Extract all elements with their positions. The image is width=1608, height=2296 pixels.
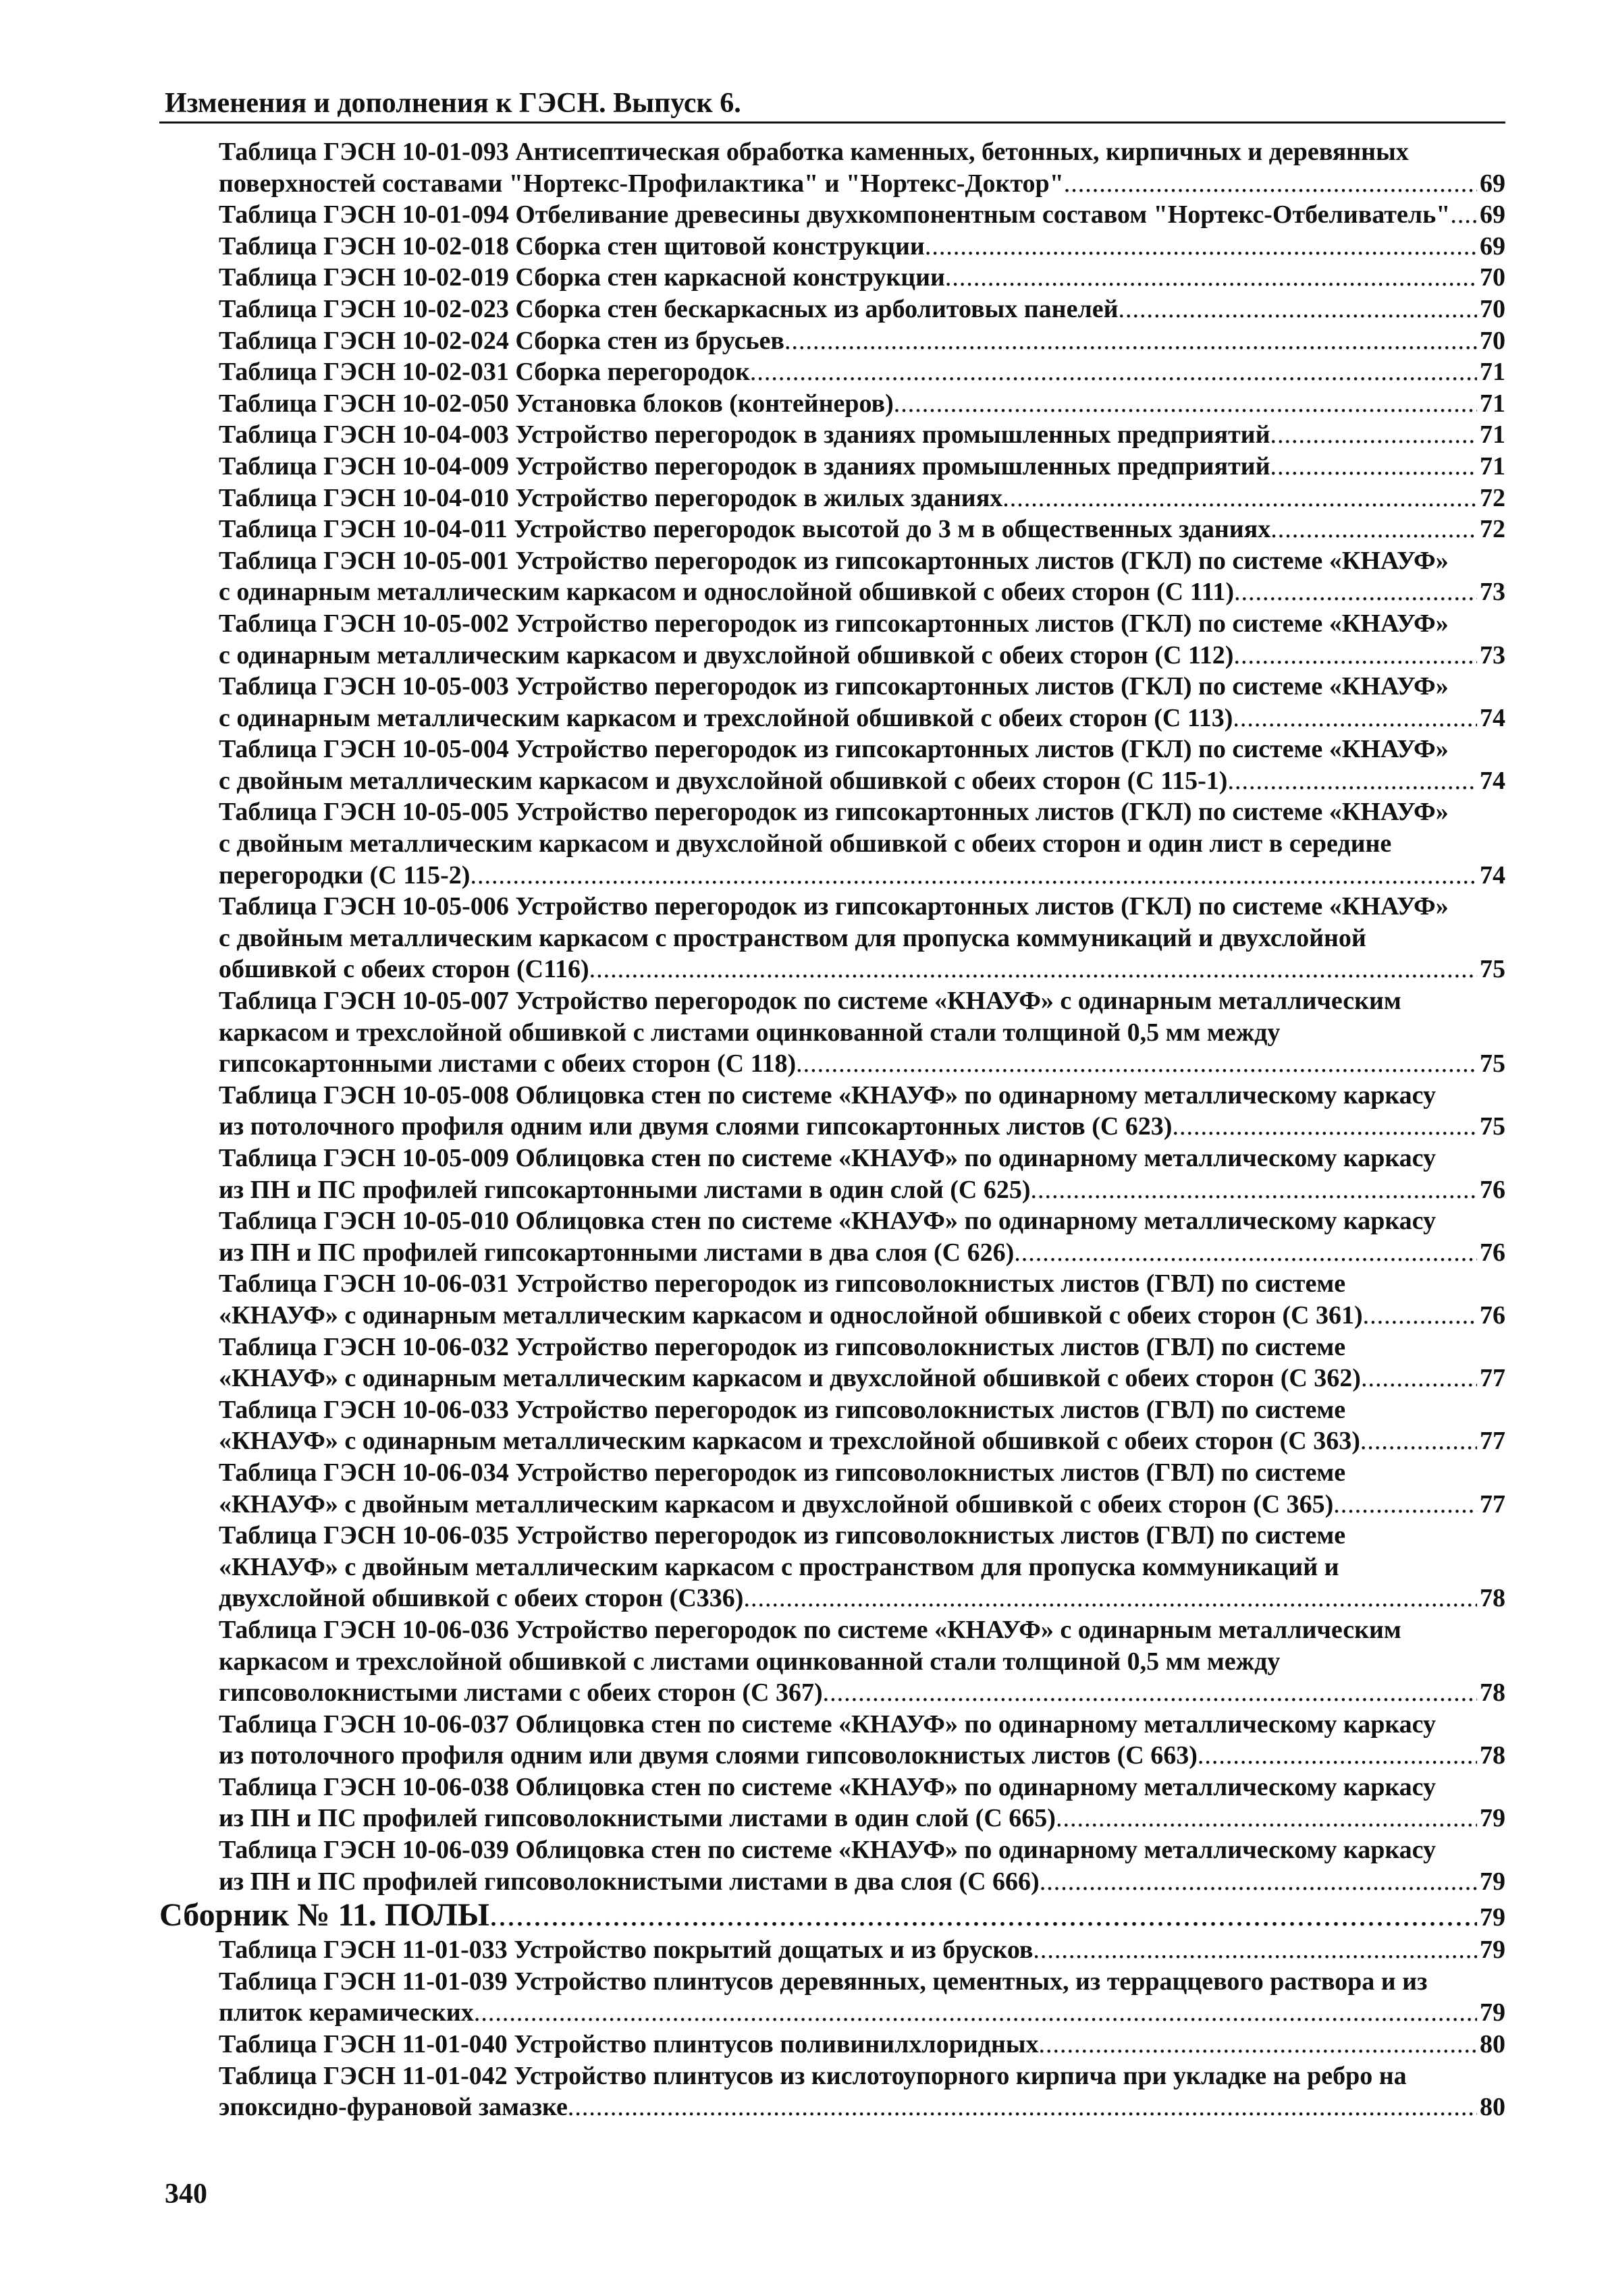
toc-entry-text-line: Таблица ГЭСН 10-04-003 Устройство перегородок в зданиях промышленных предприятий (219, 420, 1270, 449)
toc-entry-final-line (219, 860, 1505, 892)
dot-leader (1234, 576, 1477, 608)
toc-entry-final-line (219, 483, 1505, 514)
toc-entry-text-line: «КНАУФ» с двойным металлическим каркасом и двухслойной обшивкой с обеих сторон (С 365) (219, 1489, 1334, 1519)
toc-section-heading (159, 1898, 1505, 1934)
toc-entry-final-line (219, 419, 1505, 451)
dot-leader (1119, 294, 1477, 325)
dot-leader (470, 860, 1477, 892)
toc-entry-final-line (219, 451, 1505, 483)
toc-page-number: 73 (1480, 578, 1505, 607)
toc-entry-text-line: Таблица ГЭСН 10-05-007 Устройство перегородок по системе «КНАУФ» с одинарным металлическим (219, 987, 1401, 1016)
toc-entry-text-line: с двойным металлическим каркасом и двухслойной обшивкой с обеих сторон и один лист в середине (219, 829, 1392, 858)
toc-entry-text-line: Таблица ГЭСН 10-02-031 Сборка перегородок (219, 358, 750, 387)
toc-entry-final-line (219, 703, 1505, 734)
toc-page-number: 77 (1480, 1489, 1505, 1519)
toc-entry-final-line (219, 1866, 1505, 1898)
toc-page-number: 70 (1480, 326, 1505, 355)
toc-entry-final-line (219, 388, 1505, 420)
toc-entry-text-line: Таблица ГЭСН 10-06-031 Устройство перегородок из гипсоволокнистых листов (ГВЛ) по системе (219, 1269, 1346, 1299)
toc-entry (159, 1332, 1505, 1394)
toc-page-number: 69 (1480, 200, 1505, 229)
toc-entry (159, 451, 1505, 483)
toc-entry-text-line: Таблица ГЭСН 10-04-011 Устройство перегородок высотой до 3 м в общественных зданиях (219, 515, 1271, 544)
toc-entry (159, 1709, 1505, 1772)
toc-entry (159, 1614, 1505, 1709)
toc-entry (159, 136, 1505, 199)
toc-entry-text-line: Таблица ГЭСН 10-02-018 Сборка стен щитовой конструкции (219, 231, 925, 261)
dot-leader (1064, 168, 1477, 200)
toc-entry (159, 545, 1505, 608)
toc-entry (159, 483, 1505, 514)
toc-entry-text-line: Таблица ГЭСН 10-05-004 Устройство перегородок из гипсокартонных листов (ГКЛ) по системе «КНАУФ» (219, 735, 1449, 764)
toc-entry-text-line: перегородки (С 115-2) (219, 860, 471, 890)
dot-leader (925, 231, 1477, 263)
toc-page-number: 76 (1480, 1238, 1505, 1267)
toc-entry (159, 796, 1505, 891)
toc-page-number: 72 (1480, 515, 1505, 544)
toc-entry-text-line: обшивкой с обеих сторон (С116) (219, 955, 589, 984)
toc-entry-text-line: каркасом и трехслойной обшивкой с листами оцинкованной стали толщиной 0,5 мм между (219, 1647, 1281, 1676)
toc-entry (159, 2029, 1505, 2060)
toc-entry-text-line: из потолочного профиля одним или двумя слоями гипсокартонных листов (С 623) (219, 1112, 1173, 1141)
toc-entry-text-line: Таблица ГЭСН 10-06-038 Облицовка стен по системе «КНАУФ» по одинарному металлическому каркасу (219, 1772, 1437, 1801)
toc-page-number: 80 (1480, 2093, 1505, 2122)
toc-entry-text-line: каркасом и трехслойной обшивкой с листами оцинкованной стали толщиной 0,5 мм между (219, 1018, 1281, 1047)
toc-entry-text-line: Таблица ГЭСН 10-02-050 Установка блоков (контейнеров) (219, 389, 894, 418)
toc-entry (159, 1834, 1505, 1897)
dot-leader (1270, 451, 1477, 483)
toc-entry-text-line: гипсокартонными листами с обеих сторон (С 118) (219, 1049, 797, 1078)
toc-entry-text-line: Таблица ГЭСН 10-06-033 Устройство перегородок из гипсоволокнистых листов (ГВЛ) по системе (219, 1395, 1346, 1424)
toc-entry-final-line (219, 1363, 1505, 1394)
toc-entry-final-line (219, 262, 1505, 294)
toc-page-number: 69 (1480, 231, 1505, 261)
toc-entry-text-line: из ПН и ПС профилей гипсокартонными листами в два слоя (С 626) (219, 1238, 1015, 1267)
toc-page-number: 75 (1480, 1112, 1505, 1141)
dot-leader (1270, 514, 1477, 545)
dot-leader (1233, 703, 1477, 734)
toc-entry-final-line (219, 231, 1505, 263)
toc-entry-final-line (219, 1934, 1505, 1966)
toc-entry-final-line (219, 954, 1505, 985)
header-rule (159, 121, 1505, 124)
toc-page-number: 78 (1480, 1584, 1505, 1613)
toc-entry-text-line: Таблица ГЭСН 11-01-033 Устройство покрытий дощатых и из брусков (219, 1936, 1034, 1965)
toc-entry (159, 294, 1505, 325)
toc-page-number: 75 (1480, 955, 1505, 984)
toc-entry-final-line (219, 325, 1505, 357)
toc-entry-text-line: поверхностей составами "Нортекс-Профилактика" и "Нортекс-Доктор" (219, 169, 1064, 198)
toc-entry-text-line: Таблица ГЭСН 10-06-039 Облицовка стен по системе «КНАУФ» по одинарному металлическому каркасу (219, 1836, 1437, 1865)
toc-entry-final-line (219, 765, 1505, 797)
dot-leader (1033, 1934, 1477, 1966)
running-header: Изменения и дополнения к ГЭСН. Выпуск 6. (165, 88, 741, 119)
toc-page-number: 79 (1480, 1903, 1505, 1932)
toc-entry (159, 1966, 1505, 2029)
dot-leader (474, 1997, 1477, 2029)
toc-page-number: 70 (1480, 263, 1505, 292)
toc-page-number: 72 (1480, 483, 1505, 512)
toc-entry-final-line (159, 1898, 1505, 1934)
toc-entry (159, 1394, 1505, 1457)
toc-entry-text-line: Сборник № 11. ПОЛЫ (159, 1897, 490, 1934)
toc-entry-text-line: Таблица ГЭСН 10-05-002 Устройство перегородок из гипсокартонных листов (ГКЛ) по системе «КНАУФ» (219, 609, 1449, 638)
toc-page-number: 80 (1480, 2030, 1505, 2059)
toc-page-number: 74 (1480, 766, 1505, 795)
dot-leader (1172, 1111, 1477, 1143)
toc-entry-final-line (219, 1237, 1505, 1269)
toc-page-number: 70 (1480, 294, 1505, 323)
toc-entry (159, 671, 1505, 734)
toc-entry-text-line: из ПН и ПС профилей гипсокартонными листами в один слой (С 625) (219, 1175, 1031, 1204)
toc-entry (159, 1772, 1505, 1834)
dot-leader (589, 954, 1477, 985)
toc-entry-text-line: двухслойной обшивкой с обеих сторон (С336) (219, 1584, 744, 1613)
toc-entry-final-line (219, 356, 1505, 388)
toc-page-number: 71 (1480, 389, 1505, 418)
toc-entry-text-line: плиток керамических (219, 1998, 474, 2027)
toc-page-number: 78 (1480, 1678, 1505, 1707)
dot-leader (1031, 1174, 1478, 1206)
toc-entry-final-line (219, 2092, 1505, 2123)
toc-page-number: 78 (1480, 1741, 1505, 1770)
toc-entry (159, 1205, 1505, 1268)
toc-entry-final-line (219, 514, 1505, 545)
toc-page-number: 71 (1480, 358, 1505, 387)
toc-page-number: 75 (1480, 1049, 1505, 1078)
toc-entry-final-line (219, 199, 1505, 231)
toc-entry-text-line: «КНАУФ» с одинарным металлическим каркасом и однослойной обшивкой с обеих сторон (С 361) (219, 1301, 1363, 1330)
dot-leader (743, 1583, 1477, 1614)
toc-entry-final-line (219, 1583, 1505, 1614)
toc-entry-text-line: Таблица ГЭСН 10-06-034 Устройство перегородок из гипсоволокнистых листов (ГВЛ) по системе (219, 1458, 1346, 1487)
toc-entry-text-line: Таблица ГЭСН 10-05-009 Облицовка стен по системе «КНАУФ» по одинарному металлическому каркасу (219, 1144, 1437, 1172)
toc-entry-text-line: с двойным металлическим каркасом с пространством для пропуска коммуникаций и двухслойной (219, 923, 1366, 952)
dot-leader (1227, 765, 1477, 797)
toc-entry-final-line (219, 1677, 1505, 1709)
toc-entry (159, 356, 1505, 388)
toc-entry-final-line (219, 2029, 1505, 2060)
toc-entry-text-line: Таблица ГЭСН 10-05-001 Устройство перегородок из гипсокартонных листов (ГКЛ) по системе «КНАУФ» (219, 546, 1449, 575)
toc-entry-text-line: Таблица ГЭСН 10-04-009 Устройство перегородок в зданиях промышленных предприятий (219, 452, 1270, 481)
dot-leader (1233, 640, 1477, 672)
dot-leader (1333, 1489, 1477, 1521)
toc-entry-final-line (219, 1803, 1505, 1834)
toc-entry-text-line: Таблица ГЭСН 10-05-005 Устройство перегородок из гипсокартонных листов (ГКЛ) по системе «КНАУФ» (219, 798, 1449, 827)
toc-entry (159, 985, 1505, 1080)
toc-page-number: 74 (1480, 860, 1505, 890)
dot-leader (568, 2092, 1477, 2123)
toc-entry-text-line: из потолочного профиля одним или двумя слоями гипсоволокнистых листов (С 663) (219, 1741, 1198, 1770)
toc-entry-text-line: Таблица ГЭСН 11-01-040 Устройство плинтусов поливинилхлоридных (219, 2030, 1039, 2059)
dot-leader (823, 1677, 1477, 1709)
dot-leader (489, 1898, 1477, 1932)
dot-leader (1039, 2029, 1477, 2060)
dot-leader (784, 325, 1477, 357)
toc-page-number: 71 (1480, 420, 1505, 449)
toc-entry (159, 388, 1505, 420)
toc-entry-final-line (219, 1111, 1505, 1143)
toc-entry-text-line: с двойным металлическим каркасом и двухслойной обшивкой с обеих сторон (С 115-1) (219, 766, 1228, 795)
toc-entry-text-line: с одинарным металлическим каркасом и двухслойной обшивкой с обеих сторон (С 112) (219, 640, 1234, 669)
toc-entry (159, 325, 1505, 357)
toc-entry (159, 514, 1505, 545)
dot-leader (750, 356, 1477, 388)
toc-entry (159, 231, 1505, 263)
dot-leader (1361, 1363, 1477, 1394)
dot-leader (1450, 199, 1477, 231)
dot-leader (1198, 1740, 1477, 1772)
toc-entry-text-line: Таблица ГЭСН 10-02-019 Сборка стен каркасной конструкции (219, 263, 945, 292)
toc-entry-final-line (219, 576, 1505, 608)
toc-entry-text-line: Таблица ГЭСН 11-01-039 Устройство плинтусов деревянных, цементных, из терраццевого раствора и из (219, 1967, 1428, 1996)
toc-page-number: 77 (1480, 1364, 1505, 1393)
dot-leader (945, 262, 1477, 294)
toc-entry-final-line (219, 1300, 1505, 1332)
toc-page-number: 79 (1480, 1998, 1505, 2027)
dot-leader (1014, 1237, 1477, 1269)
dot-leader (1270, 419, 1477, 451)
toc-entry-text-line: Таблица ГЭСН 10-05-008 Облицовка стен по системе «КНАУФ» по одинарному металлическому каркасу (219, 1081, 1437, 1110)
toc-entry (159, 1520, 1505, 1614)
toc-entry-text-line: Таблица ГЭСН 11-01-042 Устройство плинтусов из кислотоупорного кирпича при укладке на ребро на (219, 2061, 1407, 2090)
toc-entry-final-line (219, 1425, 1505, 1457)
page-number: 340 (165, 2179, 207, 2210)
toc-entry-text-line: Таблица ГЭСН 10-02-024 Сборка стен из брусьев (219, 326, 784, 355)
toc-page-number: 79 (1480, 1936, 1505, 1965)
toc-entry-text-line: «КНАУФ» с одинарным металлическим каркасом и двухслойной обшивкой с обеих сторон (С 362) (219, 1364, 1361, 1393)
toc-entry-text-line: Таблица ГЭСН 10-01-093 Антисептическая обработка каменных, бетонных, кирпичных и деревянных (219, 138, 1409, 166)
toc-entry-text-line: Таблица ГЭСН 10-06-032 Устройство перегородок из гипсоволокнистых листов (ГВЛ) по системе (219, 1332, 1346, 1361)
toc-entry (159, 1934, 1505, 1966)
dot-leader (1040, 1866, 1477, 1898)
toc-entry-text-line: Таблица ГЭСН 10-04-010 Устройство перегородок в жилых зданиях (219, 483, 1003, 512)
toc-entry-final-line (219, 1489, 1505, 1521)
toc-entry-text-line: из ПН и ПС профилей гипсоволокнистыми листами в один слой (С 665) (219, 1804, 1056, 1833)
toc-page-number: 77 (1480, 1427, 1505, 1456)
toc-entry-text-line: Таблица ГЭСН 10-02-023 Сборка стен бескаркасных из арболитовых панелей (219, 294, 1119, 323)
toc-entry-text-line: «КНАУФ» с одинарным металлическим каркасом и трехслойной обшивкой с обеих сторон (С 363) (219, 1427, 1360, 1456)
dot-leader (1002, 483, 1477, 514)
toc-entry-final-line (219, 1997, 1505, 2029)
toc-entry-final-line (219, 640, 1505, 672)
toc-entry-final-line (219, 1048, 1505, 1080)
toc-entry (159, 734, 1505, 796)
toc-entry-text-line: с одинарным металлическим каркасом и трехслойной обшивкой с обеих сторон (С 113) (219, 703, 1233, 732)
toc-entry-text-line: Таблица ГЭСН 10-01-094 Отбеливание древесины двухкомпонентным составом "Нортекс-Отбеливатель" (219, 200, 1451, 229)
toc-page-number: 79 (1480, 1867, 1505, 1896)
dot-leader (894, 388, 1477, 420)
toc-entry-text-line: Таблица ГЭСН 10-05-006 Устройство перегородок из гипсокартонных листов (ГКЛ) по системе «КНАУФ» (219, 892, 1449, 921)
toc-entry (159, 199, 1505, 231)
toc-entry (159, 419, 1505, 451)
toc-entry (159, 1143, 1505, 1205)
toc-entry-text-line: гипсоволокнистыми листами с обеих сторон (С 367) (219, 1678, 823, 1707)
toc-page-number: 79 (1480, 1804, 1505, 1833)
toc-entry (159, 608, 1505, 671)
toc-entry (159, 1457, 1505, 1520)
toc-entry-final-line (219, 294, 1505, 325)
dot-leader (1360, 1425, 1477, 1457)
toc-page-number: 69 (1480, 169, 1505, 198)
toc-entry (159, 891, 1505, 985)
toc-page-number: 71 (1480, 452, 1505, 481)
toc-page-number: 76 (1480, 1301, 1505, 1330)
toc-entry-text-line: Таблица ГЭСН 10-06-036 Устройство перегородок по системе «КНАУФ» с одинарным металлическим (219, 1615, 1401, 1644)
toc-entry-final-line (219, 168, 1505, 200)
toc-entry (159, 262, 1505, 294)
toc-entry-text-line: Таблица ГЭСН 10-06-035 Устройство перегородок из гипсоволокнистых листов (ГВЛ) по системе (219, 1521, 1346, 1550)
toc-page-number: 76 (1480, 1175, 1505, 1204)
toc-entry (159, 2060, 1505, 2123)
toc-entry-text-line: «КНАУФ» с двойным металлическим каркасом с пространством для пропуска коммуникаций и (219, 1552, 1339, 1581)
toc-entry-text-line: из ПН и ПС профилей гипсоволокнистыми листами в два слоя (С 666) (219, 1867, 1040, 1896)
dot-leader (796, 1048, 1477, 1080)
table-of-contents (159, 136, 1505, 2123)
dot-leader (1363, 1300, 1477, 1332)
toc-entry-text-line: эпоксидно-фурановой замазке (219, 2093, 568, 2122)
toc-entry-final-line (219, 1740, 1505, 1772)
toc-page-number: 74 (1480, 703, 1505, 732)
toc-entry (159, 1268, 1505, 1331)
toc-entry (159, 1080, 1505, 1143)
toc-entry-text-line: с одинарным металлическим каркасом и однослойной обшивкой с обеих сторон (С 111) (219, 578, 1235, 607)
dot-leader (1056, 1803, 1477, 1834)
toc-entry-final-line (219, 1174, 1505, 1206)
toc-page-number: 73 (1480, 640, 1505, 669)
toc-entry-text-line: Таблица ГЭСН 10-06-037 Облицовка стен по системе «КНАУФ» по одинарному металлическому каркасу (219, 1710, 1437, 1739)
toc-entry-text-line: Таблица ГЭСН 10-05-010 Облицовка стен по системе «КНАУФ» по одинарному металлическому каркасу (219, 1207, 1437, 1236)
toc-entry-text-line: Таблица ГЭСН 10-05-003 Устройство перегородок из гипсокартонных листов (ГКЛ) по системе «КНАУФ» (219, 672, 1449, 701)
